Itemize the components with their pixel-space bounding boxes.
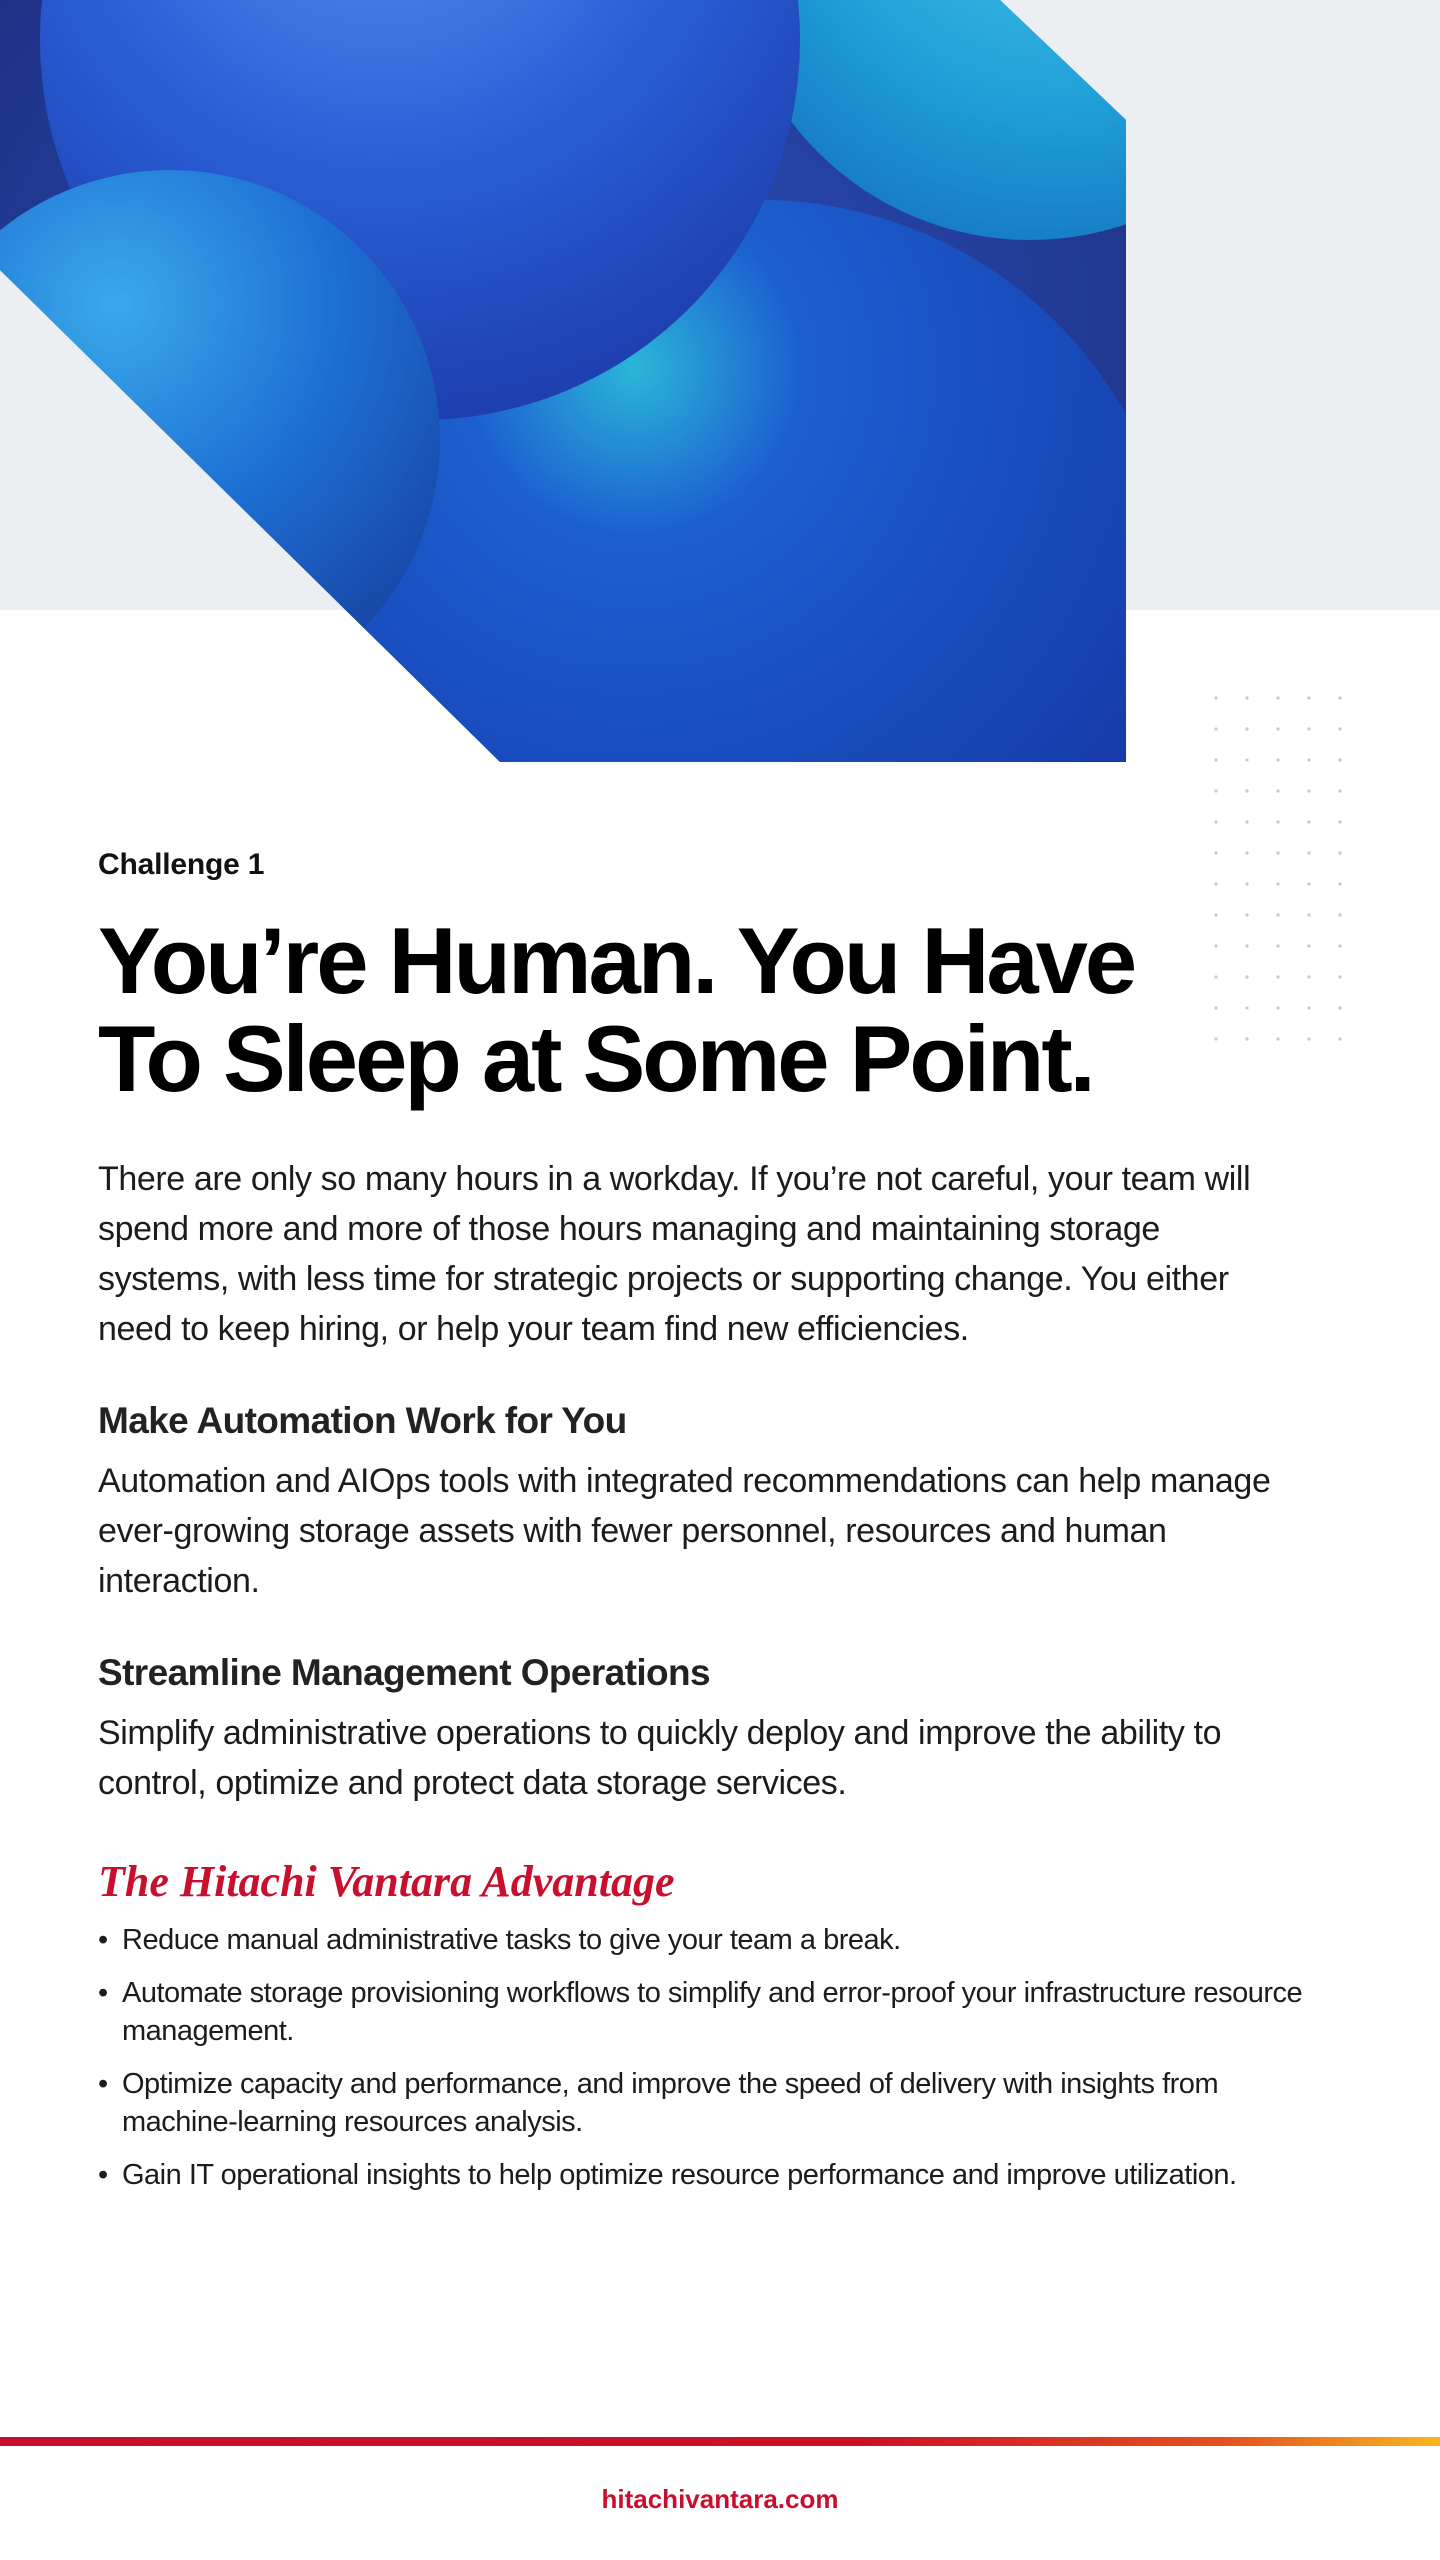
section-heading-streamline: Streamline Management Operations [98, 1652, 711, 1693]
pattern-dot [1214, 727, 1217, 730]
pattern-dot [1338, 696, 1341, 699]
list-item-text: Automate storage provisioning workflows to simplify and error-proof your infrastructure resource management. [122, 1977, 1303, 2047]
pattern-dot [1307, 820, 1310, 823]
advantage-list [98, 1921, 1338, 2194]
pattern-dot [1338, 975, 1341, 978]
pattern-dot [1276, 758, 1279, 761]
section-heading-automation: Make Automation Work for You [98, 1400, 627, 1441]
pattern-dot [1338, 758, 1341, 761]
list-item-text: Reduce manual administrative tasks to give your team a break. [122, 1924, 901, 1956]
list-item [98, 1974, 1338, 2050]
bullet-icon: • [98, 2159, 108, 2191]
challenge-label: Challenge 1 [98, 848, 265, 881]
pattern-dot [1307, 789, 1310, 792]
section-body-streamline: Simplify administrative operations to quickly deploy and improve the ability to control, optimize and protect data storage services. [98, 1714, 1222, 1802]
pattern-dot [1245, 727, 1248, 730]
list-item [98, 2065, 1338, 2141]
pattern-dot [1338, 882, 1341, 885]
pattern-dot [1276, 727, 1279, 730]
pattern-dot [1338, 820, 1341, 823]
pattern-dot [1245, 696, 1248, 699]
pattern-dot [1338, 944, 1341, 947]
advantage-title: The Hitachi Vantara Advantage [98, 1857, 675, 1906]
pattern-dot [1307, 696, 1310, 699]
list-item [98, 1921, 1338, 1959]
list-item [98, 2156, 1338, 2194]
pattern-dot [1276, 789, 1279, 792]
list-item-text: Gain IT operational insights to help optimize resource performance and improve utilization. [122, 2159, 1237, 2191]
pattern-dot [1338, 727, 1341, 730]
pattern-dot [1307, 727, 1310, 730]
bullet-icon: • [98, 1977, 108, 2009]
headline-line-1: You’re Human. You Have [98, 908, 1135, 1013]
main-content [98, 848, 1338, 2209]
section-body-automation: Automation and AIOps tools with integrated recommendations can help manage ever-growing storage assets with fewer personnel, resources and human interaction. [98, 1462, 1271, 1600]
pattern-dot [1338, 789, 1341, 792]
list-item-text: Optimize capacity and performance, and improve the speed of delivery with insights from machine-learning resources analysis. [122, 2068, 1219, 2138]
pattern-dot [1214, 696, 1217, 699]
pattern-dot [1338, 851, 1341, 854]
pattern-dot [1338, 913, 1341, 916]
pattern-dot [1276, 696, 1279, 699]
pattern-dot [1245, 789, 1248, 792]
pattern-dot [1245, 820, 1248, 823]
pattern-dot [1338, 1037, 1341, 1040]
abstract-blue-spheres-image [0, 0, 1126, 762]
bullet-icon: • [98, 1924, 108, 1956]
pattern-dot [1245, 758, 1248, 761]
footer-website-link[interactable]: hitachivantara.com [601, 2484, 839, 2514]
pattern-dot [1276, 820, 1279, 823]
pattern-dot [1214, 789, 1217, 792]
intro-paragraph: There are only so many hours in a workday. If you’re not careful, your team will spend more and more of those hours managing and maintaining storage systems, with less time for strategic projects or supporting change. You either need to keep hiring, or help your team find new efficiencies. [98, 1160, 1251, 1348]
footer-gradient-bar [0, 2437, 1440, 2446]
bullet-icon: • [98, 2068, 108, 2100]
pattern-dot [1338, 1006, 1341, 1009]
page-headline [98, 908, 1338, 1111]
pattern-dot [1307, 758, 1310, 761]
pattern-dot [1214, 820, 1217, 823]
headline-line-2: To Sleep at Some Point. [98, 1006, 1093, 1111]
hero-image [0, 0, 1126, 762]
pattern-dot [1214, 758, 1217, 761]
